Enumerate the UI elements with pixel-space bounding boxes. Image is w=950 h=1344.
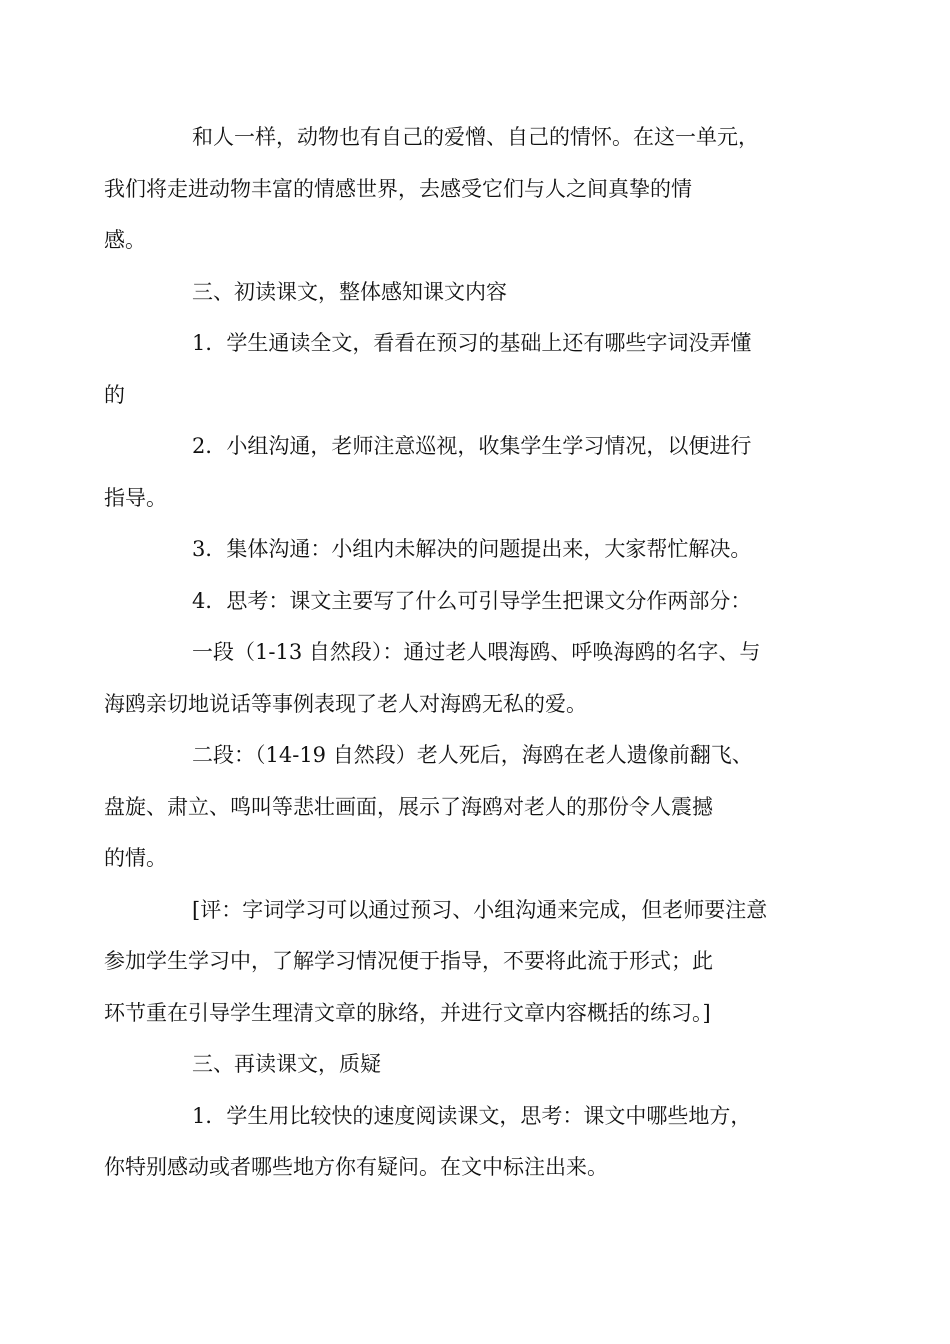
text-line: 参加学生学习中，了解学习情况便于指导，不要将此流于形式；此 xyxy=(104,949,713,973)
list-item xyxy=(104,1091,808,1194)
text-line: 环节重在引导学生理清文章的脉络，并进行文章内容概括的练习。] xyxy=(104,1000,711,1025)
section-heading xyxy=(148,1039,808,1091)
text-line: 三、再读课文，质疑 xyxy=(192,1052,381,1076)
text-line: 你特别感动或者哪些地方你有疑问。在文中标注出来。 xyxy=(104,1155,608,1179)
text-line: 海鸥亲切地说话等事例表现了老人对海鸥无私的爱。 xyxy=(104,691,587,716)
text-line: 三、初读课文，整体感知课文内容 xyxy=(192,279,507,304)
paragraph-part-one xyxy=(104,627,808,730)
paragraph-part-two xyxy=(104,730,808,885)
list-item xyxy=(104,318,808,421)
document-body xyxy=(104,112,808,1194)
text-line: 的情。 xyxy=(104,846,167,870)
text-line: 我们将走进动物丰富的情感世界，去感受它们与人之间真挚的情 xyxy=(104,176,692,201)
text-line: 3．集体沟通：小组内未解决的问题提出来，大家帮忙解决。 xyxy=(192,537,752,561)
text-line: 1．学生用比较快的速度阅读课文，思考：课文中哪些地方， xyxy=(192,1103,752,1128)
text-line: 一段（1-13 自然段）：通过老人喂海鸥、呼唤海鸥的名字、与 xyxy=(192,640,761,664)
text-line: 4．思考：课文主要写了什么可引导学生把课文分作两部分： xyxy=(192,588,752,613)
paragraph-unit-intro xyxy=(104,112,808,267)
text-line: 的 xyxy=(104,382,125,407)
list-item xyxy=(148,524,808,576)
text-line: 和人一样，动物也有自己的爱憎、自己的情怀。在这一单元， xyxy=(192,125,759,149)
text-line: 指导。 xyxy=(104,485,167,510)
text-line: 二段：（14-19 自然段）老人死后，海鸥在老人遗像前翻飞、 xyxy=(192,743,753,767)
paragraph-comment xyxy=(104,885,808,1040)
section-heading xyxy=(148,267,808,319)
text-line: 感。 xyxy=(104,228,146,252)
text-line: [评：字词学习可以通过预习、小组沟通来完成，但老师要注意 xyxy=(192,897,768,922)
text-line: 1．学生通读全文，看看在预习的基础上还有哪些字词没弄懂 xyxy=(192,331,752,355)
text-line: 盘旋、肃立、鸣叫等悲壮画面，展示了海鸥对老人的那份令人震撼 xyxy=(104,794,713,819)
text-line: 2．小组沟通，老师注意巡视，收集学生学习情况，以便进行 xyxy=(192,434,752,458)
list-item xyxy=(104,421,808,524)
list-item xyxy=(148,576,808,628)
